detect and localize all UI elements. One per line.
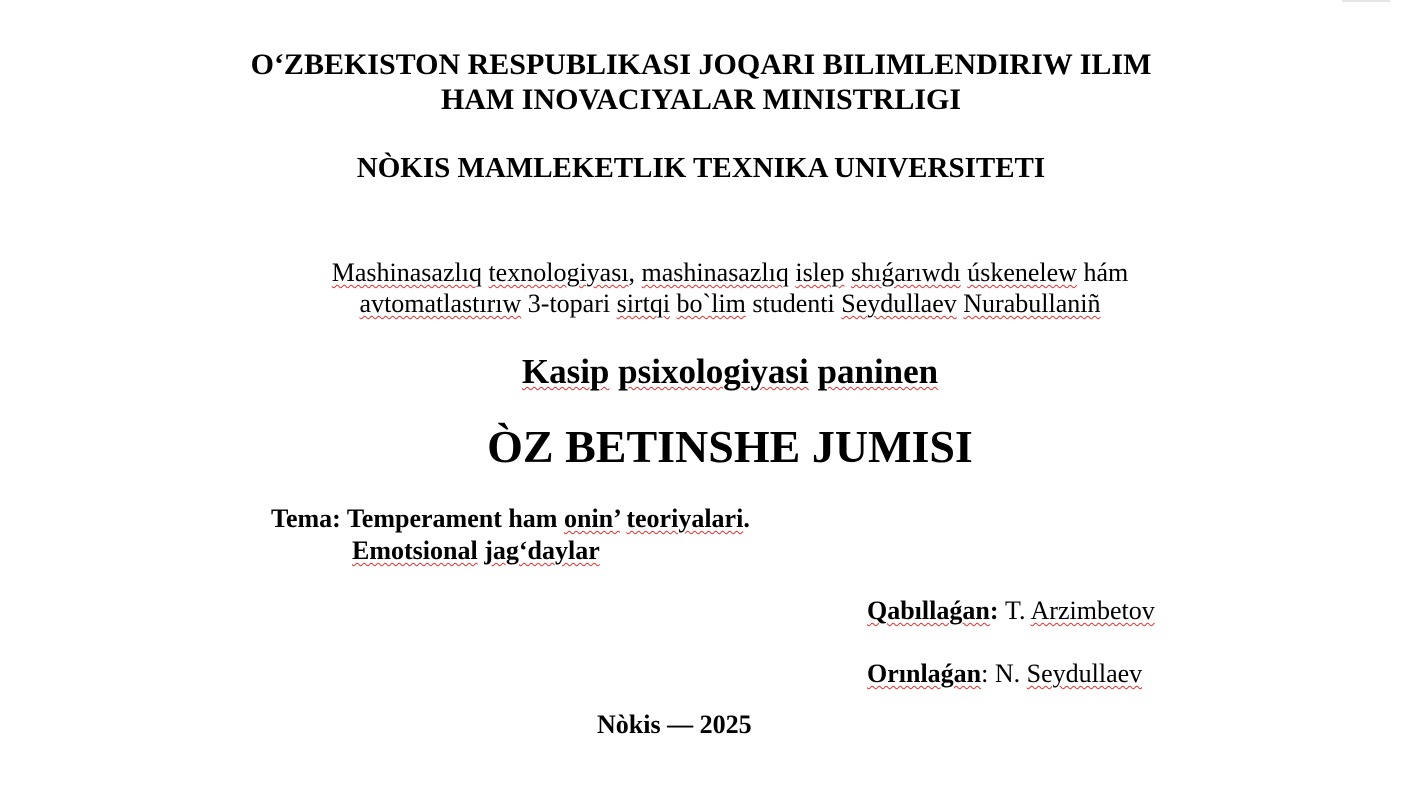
description-word: shıǵarıwdı [850,258,961,287]
performed-name: Seydullaev [1026,659,1143,688]
description-word: Mashinasazlıq [331,258,482,287]
accepted-initial: T. [1005,596,1031,625]
description-word: bo`lim [676,289,746,318]
accepted-label: Qabıllaǵan [867,596,990,625]
topic-label: Tema: Temperament ham [271,504,564,533]
description-line-2 [0,291,1402,317]
ministry-line-2: HAM INOVACIYALAR MINISTRLIGI [440,83,962,116]
accepted-by [867,598,1155,624]
topic-word: Emotsional [352,536,478,565]
description-line-1 [0,260,1402,286]
work-title: ÒZ BETINSHE JUMISI [487,421,973,472]
performed-by [867,661,1142,687]
topic-line-1 [271,506,750,532]
description-separator: hám [1076,258,1129,287]
subject-word: psixologiyasi [618,352,809,391]
topic-word: onin’ [563,504,620,533]
city-year: Nòkis — 2025 [597,710,752,739]
description-word: Seydullaev [841,289,957,318]
performed-colon: : N. [981,659,1027,688]
accepted-name: Arzimbetov [1030,596,1155,625]
description-word: Nurabullaniñ [963,289,1101,318]
topic-word: jag‘daylar [484,536,600,565]
topic-word: teoriyalari [626,504,744,533]
description-word: sirtqi [616,289,671,318]
performed-label: Orınlaǵan [867,659,982,688]
description-word: texnologiyası [488,258,629,287]
description-separator: studenti [745,289,842,318]
description-word: avtomatlastırıw [359,289,522,318]
subject-word: paninen [817,352,939,391]
topic-line-2 [352,538,600,564]
description-word: úskenelew [967,258,1077,287]
subject-line [0,354,1402,389]
topic-separator: . [743,504,750,533]
university-name: NÒKIS MAMLEKETLIK TEXNIKA UNIVERSITETI [356,152,1046,184]
description-word: islep [795,258,845,287]
accepted-colon: : [989,596,1005,625]
window-corner-mark [1342,0,1390,2]
description-word: mashinasazlıq [641,258,789,287]
subject-word: Kasip [521,352,610,391]
description-separator: , [628,258,642,287]
ministry-line-1: O‘ZBEKISTON RESPUBLIKASI JOQARI BILIMLENDIRIW ILIM [250,48,1152,81]
description-separator: 3-topari [521,289,617,318]
